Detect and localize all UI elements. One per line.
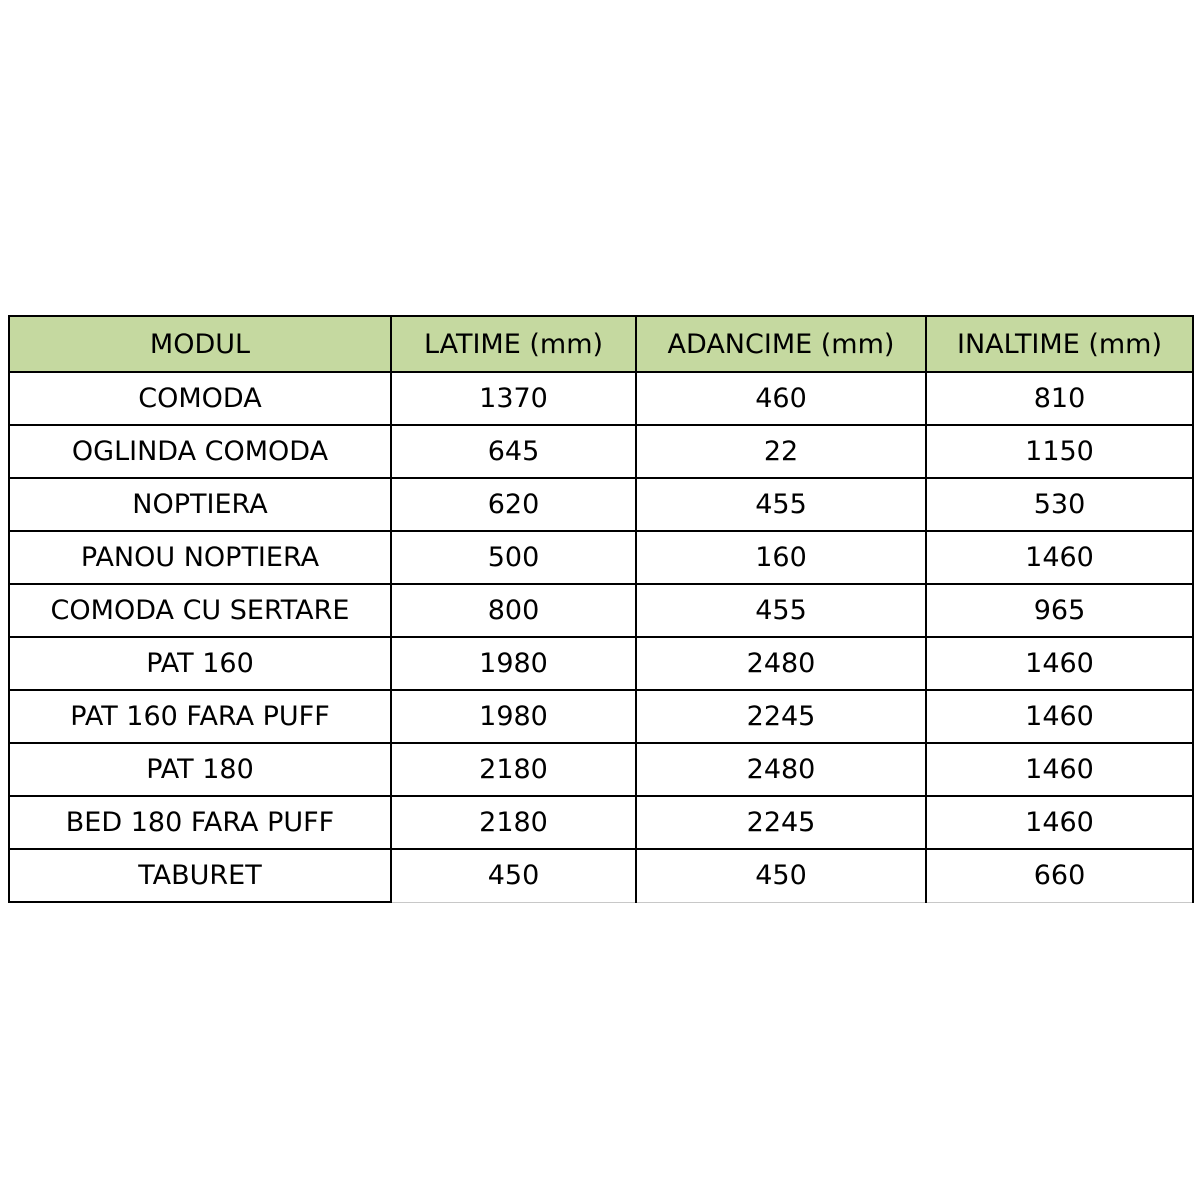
table-row	[9, 690, 1193, 743]
cell-adancime: 455	[636, 478, 926, 531]
cell-latime: 2180	[391, 743, 636, 796]
cell-inaltime: 810	[926, 372, 1193, 425]
column-header-inaltime: INALTIME (mm)	[926, 316, 1193, 372]
cell-modul: BED 180 FARA PUFF	[9, 796, 391, 849]
table-header-row	[9, 316, 1193, 372]
cell-inaltime: 1150	[926, 425, 1193, 478]
cell-inaltime: 1460	[926, 796, 1193, 849]
cell-adancime: 455	[636, 584, 926, 637]
cell-inaltime: 1460	[926, 637, 1193, 690]
table-row	[9, 637, 1193, 690]
cell-latime: 1370	[391, 372, 636, 425]
cell-modul: OGLINDA COMODA	[9, 425, 391, 478]
column-header-adancime: ADANCIME (mm)	[636, 316, 926, 372]
table-header	[9, 316, 1193, 372]
cell-modul: PAT 180	[9, 743, 391, 796]
cell-inaltime: 530	[926, 478, 1193, 531]
cell-adancime: 22	[636, 425, 926, 478]
dimensions-sheet	[8, 315, 1192, 903]
cell-latime: 620	[391, 478, 636, 531]
cell-modul: PANOU NOPTIERA	[9, 531, 391, 584]
table-row	[9, 584, 1193, 637]
column-header-modul: MODUL	[9, 316, 391, 372]
cell-adancime: 450	[636, 849, 926, 902]
table-row	[9, 425, 1193, 478]
dimensions-table	[8, 315, 1194, 903]
cell-adancime: 160	[636, 531, 926, 584]
cell-inaltime: 1460	[926, 531, 1193, 584]
cell-adancime: 2480	[636, 743, 926, 796]
table-row	[9, 743, 1193, 796]
cell-modul: NOPTIERA	[9, 478, 391, 531]
cell-inaltime: 965	[926, 584, 1193, 637]
table-row	[9, 531, 1193, 584]
cell-latime: 2180	[391, 796, 636, 849]
cell-latime: 450	[391, 849, 636, 902]
cell-modul: PAT 160	[9, 637, 391, 690]
cell-inaltime: 1460	[926, 690, 1193, 743]
cell-adancime: 2245	[636, 796, 926, 849]
cell-adancime: 2245	[636, 690, 926, 743]
cell-modul: TABURET	[9, 849, 391, 902]
cell-latime: 500	[391, 531, 636, 584]
table-row	[9, 796, 1193, 849]
cell-modul: PAT 160 FARA PUFF	[9, 690, 391, 743]
cell-latime: 1980	[391, 637, 636, 690]
cell-inaltime: 1460	[926, 743, 1193, 796]
cell-adancime: 460	[636, 372, 926, 425]
table-body	[9, 372, 1193, 902]
cell-modul: COMODA CU SERTARE	[9, 584, 391, 637]
cell-adancime: 2480	[636, 637, 926, 690]
table-row	[9, 478, 1193, 531]
cell-modul: COMODA	[9, 372, 391, 425]
cell-latime: 1980	[391, 690, 636, 743]
cell-latime: 800	[391, 584, 636, 637]
table-row	[9, 849, 1193, 902]
column-header-latime: LATIME (mm)	[391, 316, 636, 372]
cell-latime: 645	[391, 425, 636, 478]
cell-inaltime: 660	[926, 849, 1193, 902]
table-row	[9, 372, 1193, 425]
